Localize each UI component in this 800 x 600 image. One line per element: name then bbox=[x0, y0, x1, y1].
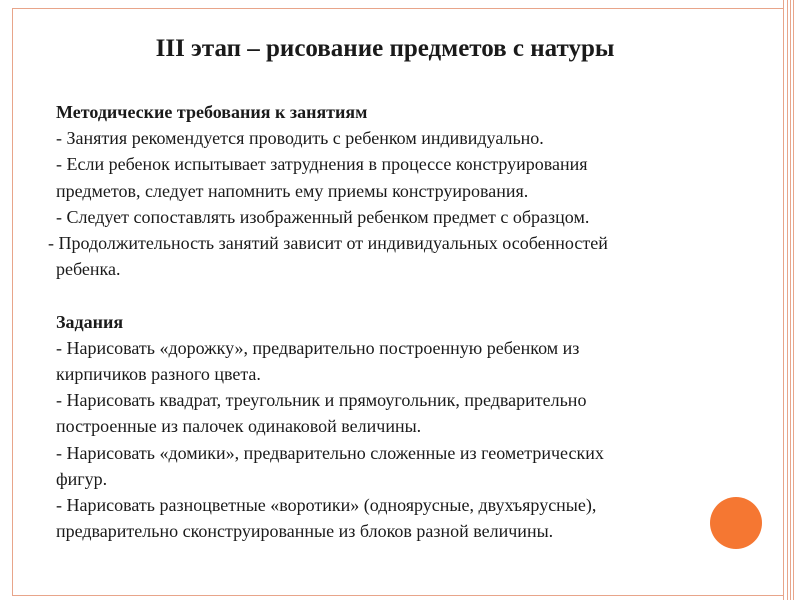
slide-title: III этап – рисование предметов с натуры bbox=[155, 35, 615, 62]
requirement-line: - Следует сопоставлять изображенный ребенком предмет с образцом. bbox=[56, 206, 590, 227]
requirement-line: предметов, следует напомнить ему приемы конструирования. bbox=[56, 180, 529, 201]
slide-body bbox=[48, 99, 746, 544]
task-line: предварительно сконструированные из блоков разной величины. bbox=[56, 521, 554, 542]
accent-line bbox=[790, 0, 791, 600]
task-line: - Нарисовать «домики», предварительно сложенные из геометрических bbox=[56, 442, 604, 463]
accent-line bbox=[793, 0, 794, 600]
requirement-line: - Занятия рекомендуется проводить с ребенком индивидуально. bbox=[56, 128, 544, 149]
task-line: фигур. bbox=[56, 468, 108, 489]
task-line: - Нарисовать квадрат, треугольник и прямоугольник, предварительно bbox=[56, 390, 587, 411]
accent-line bbox=[783, 0, 784, 600]
requirement-line: - Если ребенок испытывает затруднения в процессе конструирования bbox=[56, 154, 588, 175]
tasks-heading: Задания bbox=[56, 311, 124, 332]
task-line: кирпичиков разного цвета. bbox=[56, 364, 261, 385]
requirement-line: - Продолжительность занятий зависит от индивидуальных особенностей bbox=[48, 233, 608, 254]
accent-line bbox=[787, 0, 788, 600]
accent-circle bbox=[710, 497, 762, 549]
task-line: - Нарисовать «дорожку», предварительно построенную ребенком из bbox=[56, 337, 580, 358]
spacer bbox=[56, 282, 746, 308]
task-line: построенные из палочек одинаковой величины. bbox=[56, 416, 422, 437]
requirement-line: ребенка. bbox=[56, 259, 121, 280]
task-line: - Нарисовать разноцветные «воротики» (одноярусные, двухъярусные), bbox=[56, 495, 597, 516]
requirements-heading: Методические требования к занятиям bbox=[56, 102, 368, 122]
